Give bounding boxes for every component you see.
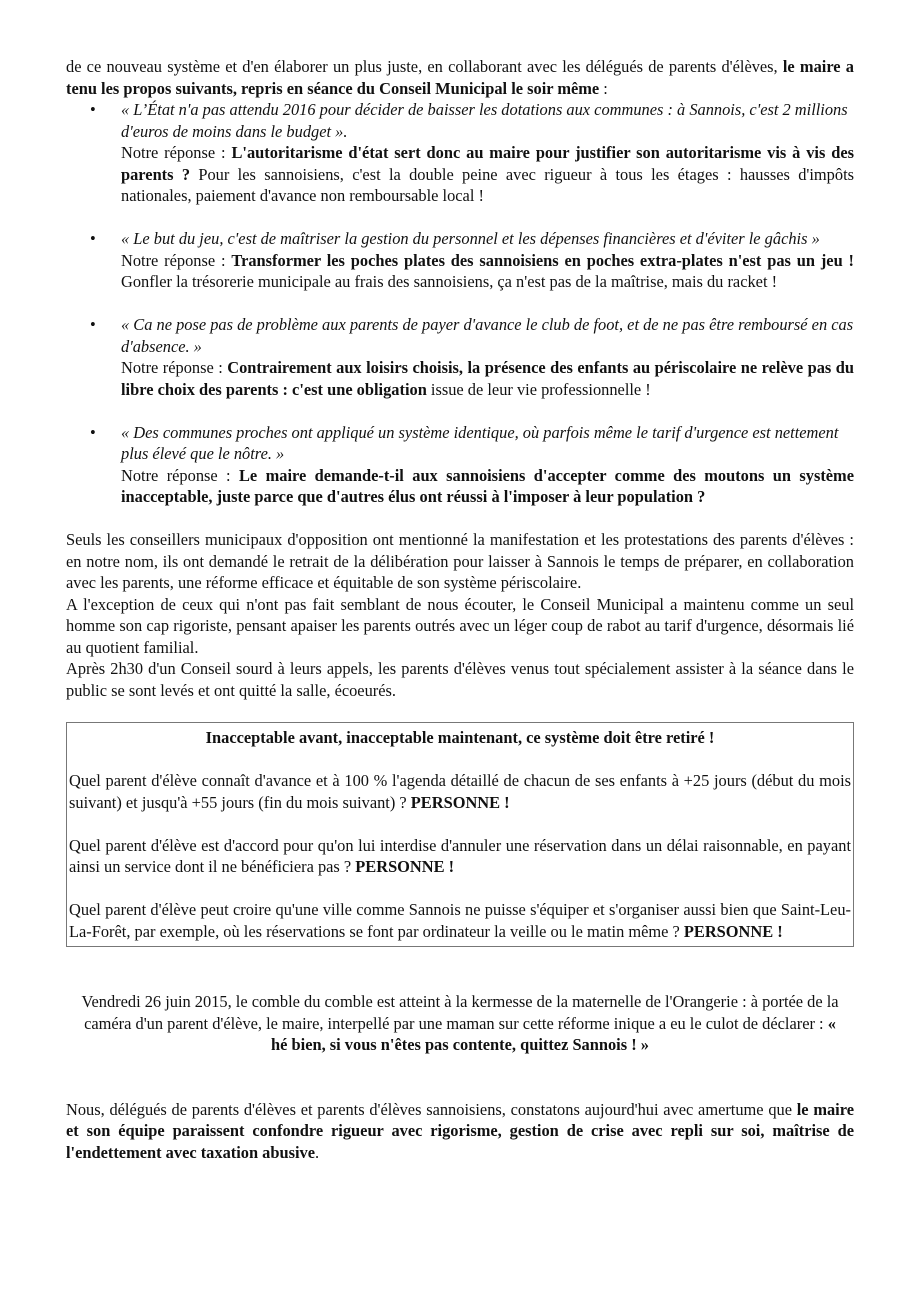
box-question [69, 770, 851, 813]
answer-label: Notre réponse : [121, 250, 232, 270]
box-question [69, 835, 851, 878]
box-answer: PERSONNE ! [683, 921, 783, 941]
box-question-text: Quel parent d'élève peut croire qu'une ville comme Sannois ne puisse s'équiper et s'organiser aussi bien que Saint-Leu-La-Forêt, par exemple, où les réservations se font par ordinateur la veille ou le matin même ? [69, 900, 851, 941]
anecdote-text: Vendredi 26 juin 2015, le comble du comble est atteint à la kermesse de la maternelle de l'Orangerie : à portée de la caméra d'un parent d'élève, le maire, interpellé par une maman sur cette réforme inique a eu le culot de déclarer : [81, 992, 839, 1033]
box-question [69, 899, 851, 942]
answer-text [121, 357, 854, 400]
conclusion-paragraph [66, 1099, 854, 1164]
answer-text [121, 465, 854, 508]
box-answer: PERSONNE ! [410, 792, 510, 812]
box-question-text: Quel parent d'élève est d'accord pour qu'on lui interdise d'annuler une réservation dans un délai raisonnable, en payant ainsi un service dont il ne bénéficiera pas ? [69, 835, 851, 876]
intro-text-end: : [599, 78, 608, 98]
intro-text: de ce nouveau système et d'en élaborer un plus juste, en collaborant avec les délégués de parents d'élèves, [66, 57, 783, 76]
body-paragraph: Seuls les conseillers municipaux d'opposition ont mentionné la manifestation et les protestations des parents d'élèves : en notre nom, ils ont demandé le retrait de la délibération pour laisser à Sannois le temps de préparer, en collaboration avec les parents, une réforme efficace et équitable de son système périscolaire. [66, 530, 854, 592]
list-item [66, 314, 854, 400]
conclusion-bold: le maire et son équipe paraissent confondre rigueur avec rigorisme, gestion de crise avec repli sur soi, maîtrise de l'endettement avec taxation abusive [66, 1099, 854, 1162]
answer-rest: Pour les sannoisiens, c'est la double peine avec rigueur à tous les étages : hausses d'impôts nationales, paiement d'avance non remboursable local ! [121, 164, 854, 205]
box-title: Inacceptable avant, inacceptable maintenant, ce système doit être retiré ! [205, 728, 715, 747]
answer-text [121, 250, 854, 293]
conclusion-text: Nous, délégués de parents d'élèves et parents d'élèves sannoisiens, constatons aujourd'hui avec amertume que [66, 1099, 797, 1119]
intro-bold-text: le maire a tenu les propos suivants, repris en séance du Conseil Municipal le soir même [66, 57, 854, 98]
list-item [66, 228, 854, 293]
bullet-icon: • [90, 229, 96, 248]
box-question-text: Quel parent d'élève connaît d'avance et à 100 % l'agenda détaillé de chacun de ses enfants à +25 jours (début du mois suivant) et jusqu'à +55 jours (fin du mois suivant) ? [69, 771, 851, 812]
mayor-quote: « Des communes proches ont appliqué un système identique, où parfois même le tarif d'urgence est nettement plus élevé que le nôtre. » [121, 422, 839, 463]
answer-bold: Le maire demande-t-il aux sannoisiens d'accepter comme des moutons un système inacceptable, juste parce que d'autres élus ont réussi à l'imposer à leur population ? [121, 465, 854, 506]
mayor-quote: « Le but du jeu, c'est de maîtriser la gestion du personnel et les dépenses financières et d'éviter le gâchis » [121, 229, 820, 248]
answer-bold: Contrairement aux loisirs choisis, la présence des enfants au périscolaire ne relève pas du libre choix des parents : c'est une obligation [121, 358, 855, 399]
mayor-quote: « L’État n'a pas attendu 2016 pour décider de baisser les dotations aux communes : à Sannois, c'est 2 millions d'euros de moins dans le budget ». [121, 100, 848, 141]
answer-text [121, 142, 854, 207]
conclusion-end: . [315, 1142, 320, 1162]
bullet-icon: • [90, 422, 96, 442]
answer-bold: Transformer les poches plates des sannoisiens en poches extra-plates n'est pas un jeu ! [231, 250, 854, 270]
answer-label: Notre réponse : [121, 143, 232, 162]
bullet-icon: • [90, 315, 96, 334]
highlight-box [66, 722, 854, 947]
mayor-quote: « Ca ne pose pas de problème aux parents de payer d'avance le club de foot, et de ne pas être remboursé en cas d'absence. » [121, 315, 854, 356]
list-item [66, 99, 854, 207]
answer-label: Notre réponse : [121, 465, 239, 485]
bullet-icon: • [90, 100, 96, 119]
list-item [66, 422, 854, 508]
intro-paragraph [66, 56, 854, 99]
answer-label: Notre réponse : [121, 358, 228, 377]
body-paragraph: A l'exception de ceux qui n'ont pas fait semblant de nous écouter, le Conseil Municipal a maintenu comme un seul homme son cap rigoriste, pensant apaiser les parents outrés avec un léger coup de rabot au tarif d'urgence, désormais lié au quotient familial. [66, 594, 854, 657]
anecdote-paragraph [66, 991, 854, 1056]
answer-bold: L'autoritarisme d'état sert donc au maire pour justifier son autoritarisme vis à vis des parents ? [121, 143, 854, 184]
anecdote-quote: « hé bien, si vous n'êtes pas contente, quittez Sannois ! » [271, 1013, 836, 1054]
box-answer: PERSONNE ! [355, 857, 455, 876]
mayor-quotes-list [66, 99, 854, 508]
document-page [66, 56, 854, 1163]
answer-rest: issue de leur vie professionnelle ! [426, 379, 651, 399]
body-paragraph: Après 2h30 d'un Conseil sourd à leurs appels, les parents d'élèves venus tout spécialement assister à la séance dans le public se sont levés et ont quitté la salle, écoeurés. [66, 659, 854, 700]
answer-rest: Gonfler la trésorerie municipale au frais des sannoisiens, ça n'est pas de la maîtrise, mais du racket ! [121, 272, 778, 291]
